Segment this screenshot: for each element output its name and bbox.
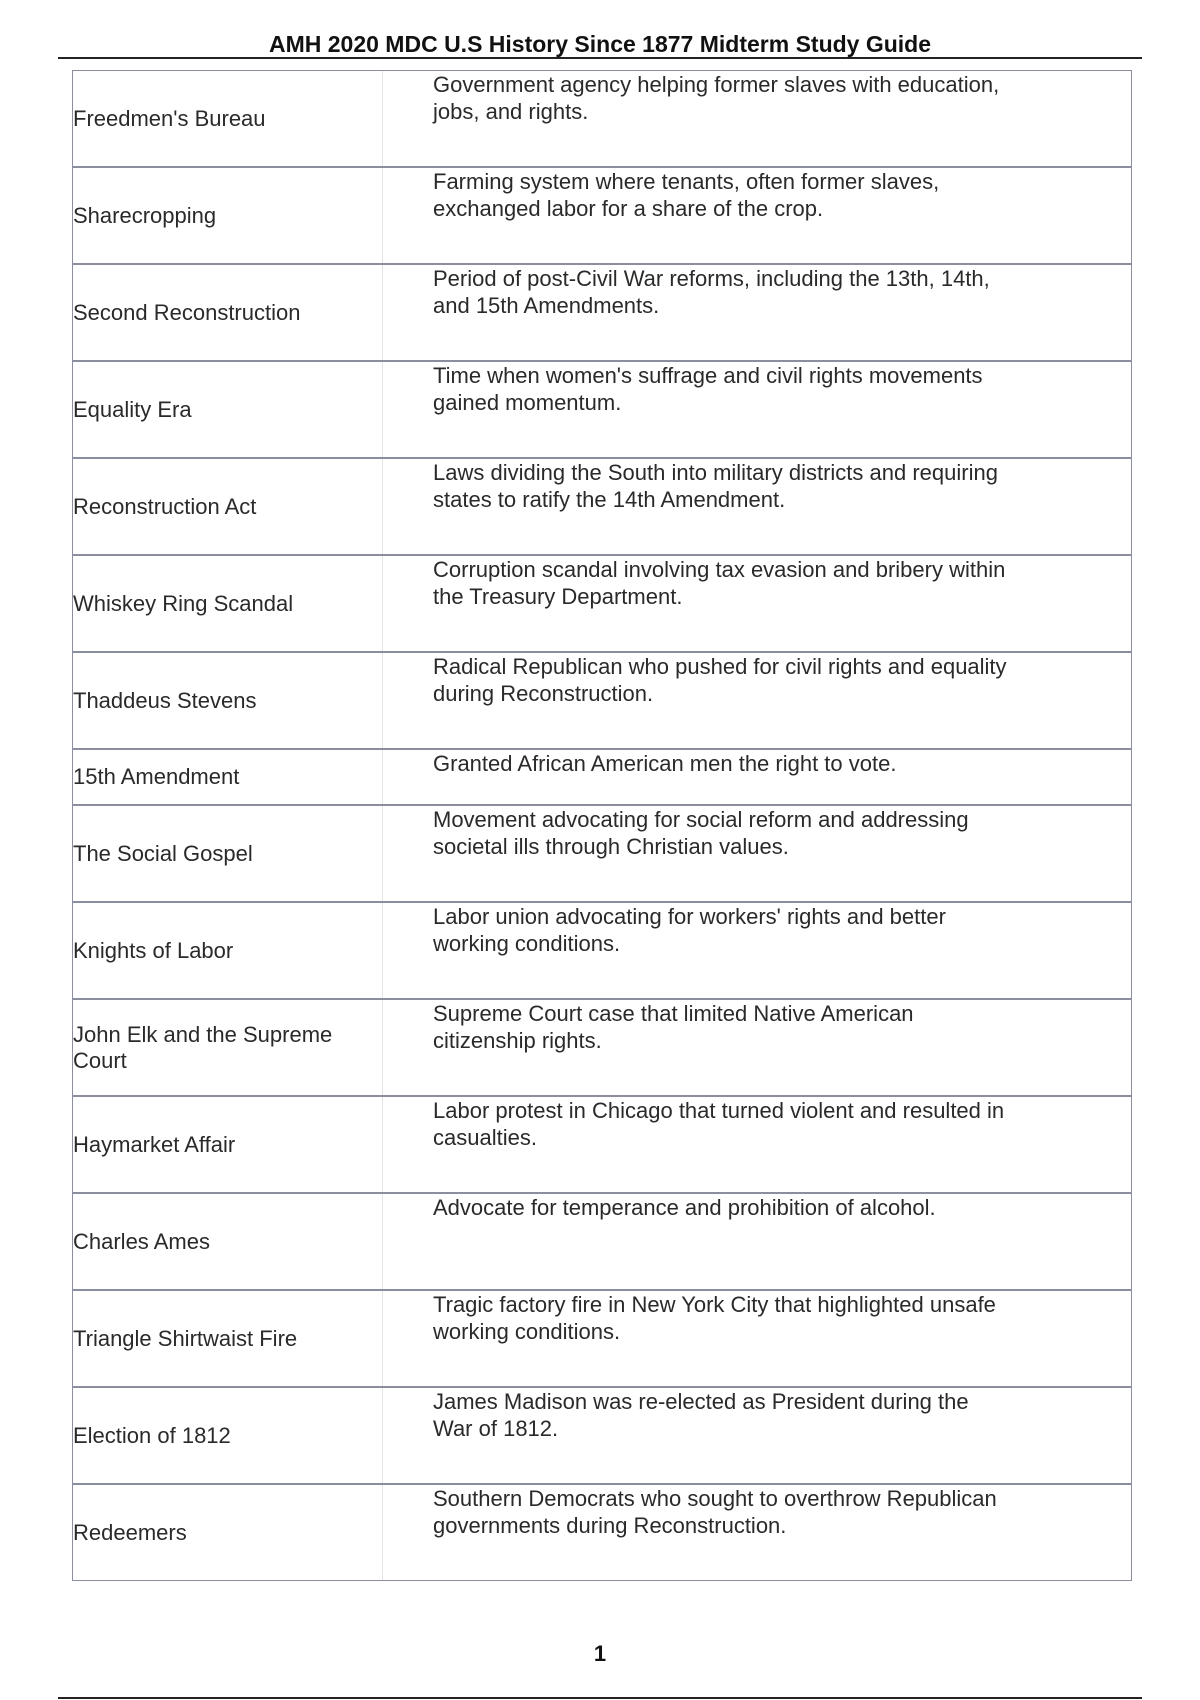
term-cell: Charles Ames xyxy=(73,1194,383,1289)
term-cell: Redeemers xyxy=(73,1485,383,1580)
page-title: AMH 2020 MDC U.S History Since 1877 Midterm Study Guide xyxy=(268,31,932,57)
definition-cell: Southern Democrats who sought to overthrow Republican governments during Reconstruction. xyxy=(433,1486,997,1538)
table-row xyxy=(73,1483,1131,1580)
table-row xyxy=(73,360,1131,457)
definition-cell: Advocate for temperance and prohibition of alcohol. xyxy=(433,1195,936,1220)
term-cell: Freedmen's Bureau xyxy=(73,71,383,166)
term-cell: Haymarket Affair xyxy=(73,1097,383,1192)
table-row xyxy=(73,748,1131,804)
table-row xyxy=(73,998,1131,1095)
table-row xyxy=(73,263,1131,360)
table-row xyxy=(73,901,1131,998)
term-cell: Equality Era xyxy=(73,362,383,457)
header-divider xyxy=(58,57,1142,59)
definition-cell: Farming system where tenants, often former slaves, exchanged labor for a share of the crop. xyxy=(433,169,940,221)
table-row xyxy=(73,166,1131,263)
definition-cell: Laws dividing the South into military districts and requiring states to ratify the 14th Amendment. xyxy=(433,460,998,512)
page-number: 1 xyxy=(593,1641,607,1666)
term-cell: Reconstruction Act xyxy=(73,459,383,554)
glossary-table xyxy=(72,70,1132,1581)
definition-cell: Labor protest in Chicago that turned violent and resulted in casualties. xyxy=(433,1098,1005,1150)
definition-cell: Government agency helping former slaves with education, jobs, and rights. xyxy=(433,72,1000,124)
footer-divider xyxy=(58,1697,1142,1699)
table-row xyxy=(73,457,1131,554)
table-row xyxy=(73,651,1131,748)
term-cell: Sharecropping xyxy=(73,168,383,263)
term-cell: Election of 1812 xyxy=(73,1388,383,1483)
table-row xyxy=(73,1386,1131,1483)
definition-cell: Granted African American men the right to vote. xyxy=(433,751,897,776)
table-row xyxy=(73,554,1131,651)
definition-cell: Labor union advocating for workers' rights and better working conditions. xyxy=(433,904,946,956)
term-cell: Thaddeus Stevens xyxy=(73,653,383,748)
term-cell: Second Reconstruction xyxy=(73,265,383,360)
term-cell: John Elk and the Supreme Court xyxy=(73,1000,383,1095)
table-row xyxy=(73,804,1131,901)
table-row xyxy=(73,71,1131,166)
definition-cell: Tragic factory fire in New York City that highlighted unsafe working conditions. xyxy=(433,1292,996,1344)
term-cell: Whiskey Ring Scandal xyxy=(73,556,383,651)
term-cell: Triangle Shirtwaist Fire xyxy=(73,1291,383,1386)
definition-cell: Supreme Court case that limited Native American citizenship rights. xyxy=(433,1001,914,1053)
definition-cell: Radical Republican who pushed for civil rights and equality during Reconstruction. xyxy=(433,654,1007,706)
term-cell: The Social Gospel xyxy=(73,806,383,901)
definition-cell: James Madison was re-elected as President during the War of 1812. xyxy=(433,1389,969,1441)
term-cell: 15th Amendment xyxy=(73,750,383,804)
definition-cell: Time when women's suffrage and civil rights movements gained momentum. xyxy=(433,363,983,415)
definition-cell: Movement advocating for social reform and addressing societal ills through Christian values. xyxy=(433,807,969,859)
term-cell: Knights of Labor xyxy=(73,903,383,998)
definition-cell: Period of post-Civil War reforms, including the 13th, 14th, and 15th Amendments. xyxy=(433,266,990,318)
definition-cell: Corruption scandal involving tax evasion and bribery within the Treasury Department. xyxy=(433,557,1006,609)
table-row xyxy=(73,1095,1131,1192)
table-row xyxy=(73,1192,1131,1289)
table-row xyxy=(73,1289,1131,1386)
